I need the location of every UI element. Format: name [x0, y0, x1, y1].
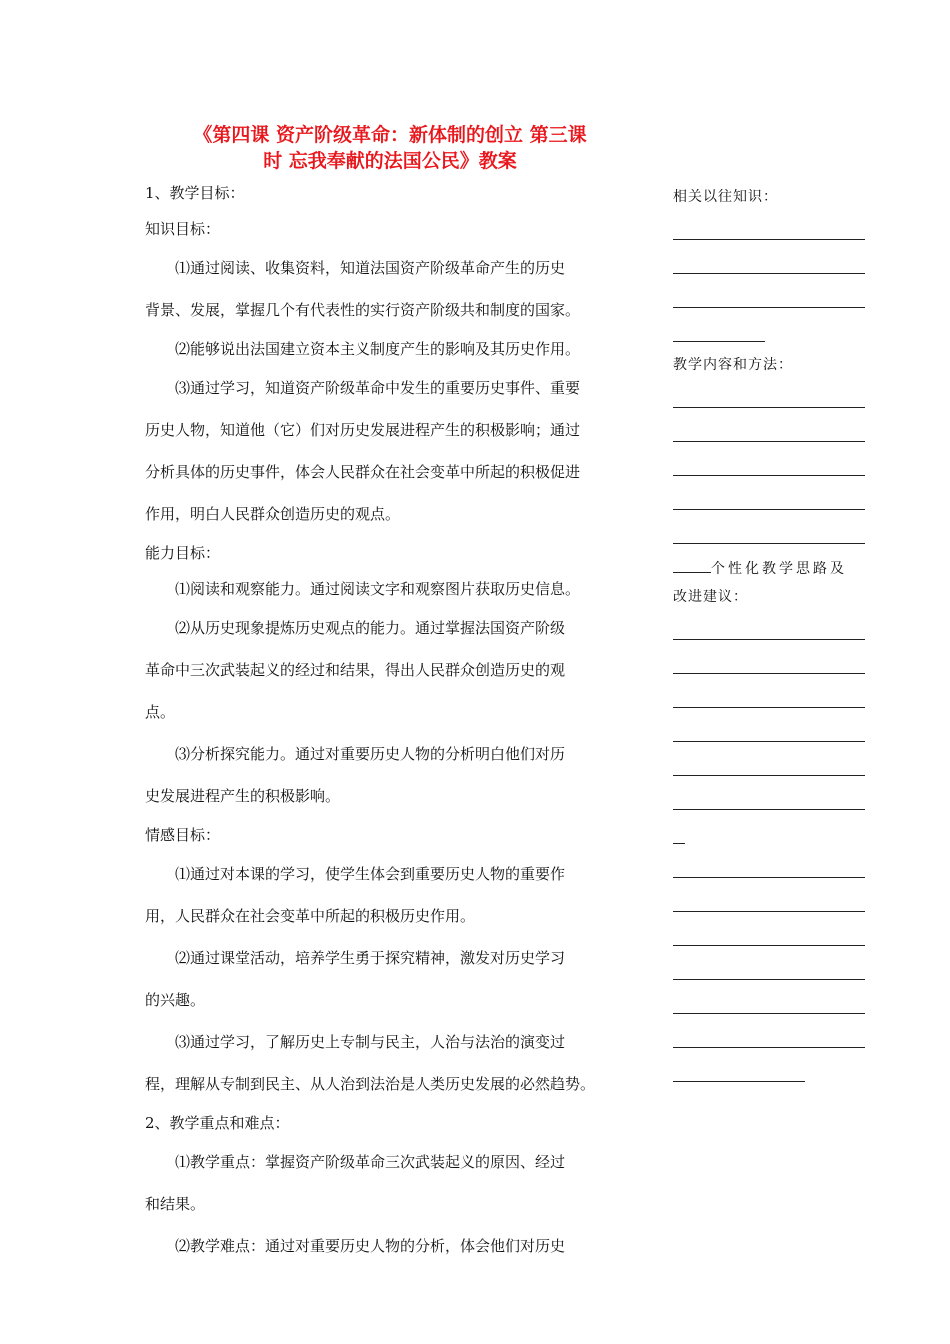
writing-line — [673, 708, 865, 742]
knowledge-item-3: ⑶通过学习，知道资产阶级革命中发生的重要历史事件、重要 历史人物，知道他（它）们对历史发展进程产生的积极影响；通过 分析具体的历史事件，体会人民群众在社会变革中所起的积极促进 作用，明白人民群众创造历史的观点。 — [145, 379, 581, 523]
emotion-item-3: ⑶通过学习，了解历史上专制与民主，人治与法治的演变过 程，理解从专制到民主、从人治到法治是人类历史发展的必然趋势。 — [145, 1033, 596, 1093]
main-content — [145, 175, 645, 1267]
sidebar-label-prior-knowledge: 相关以往知识： — [673, 189, 778, 205]
knowledge-objectives-heading: 知识目标： — [145, 220, 221, 238]
writing-line — [673, 1014, 865, 1048]
writing-line — [673, 810, 685, 844]
title-line-1: 《第四课 资产阶级革命：新体制的创立 第三课 — [193, 124, 587, 146]
writing-line — [673, 1048, 805, 1082]
sidebar-label-personalized: 个性化教学思路及 — [673, 558, 873, 578]
writing-line — [673, 674, 865, 708]
ability-item-2: ⑵从历史现象提炼历史观点的能力。通过掌握法国资产阶级 革命中三次武装起义的经过和结果，得出人民群众创造历史的观 点。 — [145, 619, 566, 721]
sidebar-label-improvement: 改进建议： — [673, 589, 748, 605]
sidebar-label-content-methods: 教学内容和方法： — [673, 357, 793, 373]
writing-line — [673, 640, 865, 674]
writing-line — [673, 240, 865, 274]
writing-line — [673, 274, 865, 308]
writing-line — [673, 206, 865, 240]
writing-line — [673, 776, 865, 810]
knowledge-item-2: ⑵能够说出法国建立资本主义制度产生的影响及其历史作用。 — [175, 340, 581, 358]
section-heading-objectives: 1、教学目标： — [145, 184, 245, 202]
notes-sidebar — [673, 186, 873, 1082]
ability-item-3: ⑶分析探究能力。通过对重要历史人物的分析明白他们对历 史发展进程产生的积极影响。 — [145, 745, 566, 805]
writing-line — [673, 442, 865, 476]
writing-line — [673, 946, 865, 980]
key-point-item-2: ⑵教学难点：通过对重要历史人物的分析，体会他们对历史 — [175, 1237, 566, 1255]
key-point-item-1: ⑴教学重点：掌握资产阶级革命三次武装起义的原因、经过 和结果。 — [145, 1153, 566, 1213]
writing-line — [673, 308, 765, 342]
ability-item-1: ⑴阅读和观察能力。通过阅读文字和观察图片获取历史信息。 — [175, 580, 581, 598]
writing-line — [673, 510, 865, 544]
writing-line — [673, 878, 865, 912]
writing-line — [673, 408, 865, 442]
emotion-item-1: ⑴通过对本课的学习，使学生体会到重要历史人物的重要作 用，人民群众在社会变革中所起的积极历史作用。 — [145, 865, 566, 925]
emotion-objectives-heading: 情感目标： — [145, 826, 221, 844]
document-title — [140, 122, 640, 174]
knowledge-item-1: ⑴通过阅读、收集资料，知道法国资产阶级革命产生的历史 背景、发展，掌握几个有代表性的实行资产阶级共和制度的国家。 — [145, 259, 581, 319]
writing-line — [673, 476, 865, 510]
writing-line — [673, 912, 865, 946]
writing-line — [673, 606, 865, 640]
ability-objectives-heading: 能力目标： — [145, 544, 221, 562]
blank-line — [673, 572, 711, 573]
title-line-2: 时 忘我奉献的法国公民》教案 — [263, 150, 517, 172]
writing-line — [673, 742, 865, 776]
writing-line — [673, 374, 865, 408]
section-heading-key-points: 2、教学重点和难点： — [145, 1114, 290, 1132]
writing-line — [673, 980, 865, 1014]
emotion-item-2: ⑵通过课堂活动，培养学生勇于探究精神，激发对历史学习 的兴趣。 — [145, 949, 566, 1009]
writing-line — [673, 844, 865, 878]
